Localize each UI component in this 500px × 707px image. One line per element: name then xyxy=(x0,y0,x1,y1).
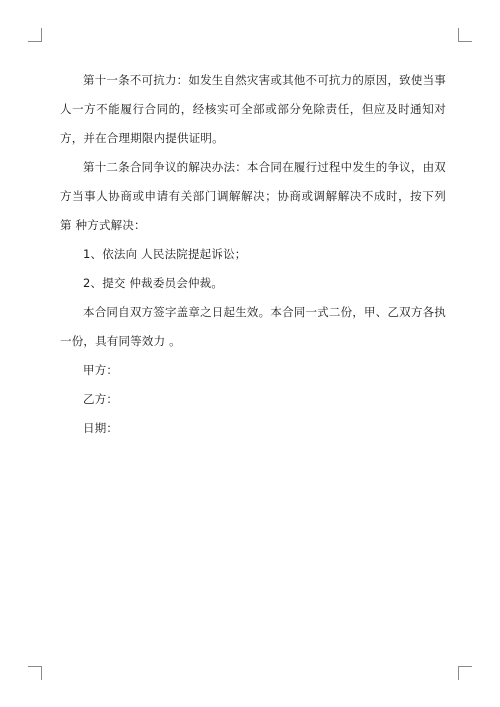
party-a-signature-label: 甲方： xyxy=(83,363,119,377)
clause-12-dispute-resolution: 第十二条合同争议的解决办法：本合同在履行过程中发生的争议，由双方当事人协商或申请有关部门调解解决；协商或调解解决不成时，按下列第 种方式解决： xyxy=(60,160,446,232)
option-1-litigation: 1、依法向 人民法院提起诉讼； xyxy=(83,247,247,261)
option-2-arbitration: 2、提交 仲裁委员会仲裁。 xyxy=(83,276,224,290)
document-body xyxy=(60,66,446,443)
party-b-signature-label: 乙方： xyxy=(83,392,119,406)
date-label: 日期： xyxy=(83,421,119,435)
crop-mark-top-right xyxy=(458,28,472,42)
crop-mark-top-left xyxy=(28,28,42,42)
crop-mark-bottom-left xyxy=(28,666,42,680)
crop-mark-bottom-right xyxy=(458,666,472,680)
clause-11-force-majeure: 第十一条不可抗力：如发生自然灾害或其他不可抗力的原因，致使当事人一方不能履行合同的，经核实可全部或部分免除责任，但应及时通知对方，并在合理期限内提供证明。 xyxy=(60,73,446,145)
effectiveness-clause: 本合同自双方签字盖章之日起生效。本合同一式二份，甲、乙双方各执一份，具有同等效力 。 xyxy=(60,305,446,348)
